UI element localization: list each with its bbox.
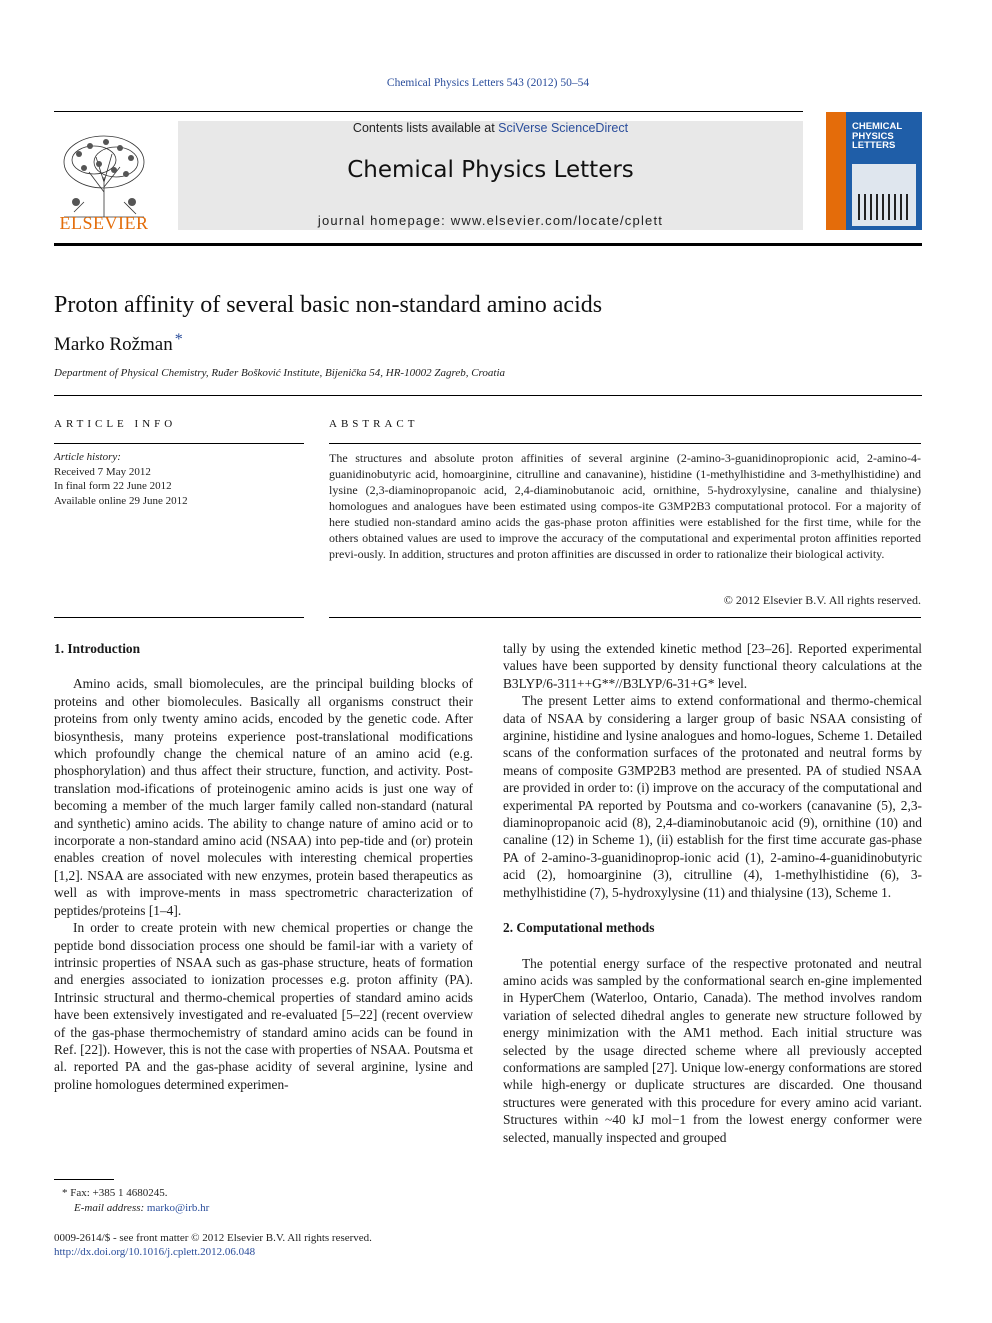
author-name: Marko Rožman [54, 334, 173, 355]
received-date: Received 7 May 2012 [54, 465, 151, 478]
article-info-rule [54, 443, 304, 444]
front-matter [54, 1231, 372, 1259]
intro-paragraph-2: In order to create protein with new chemical properties or change the peptide bond dissociation process one should be famil-iar with a variety of intrinsic properties of NSAA such as gas-phase structure, heats of formation and energies associated to ionization processes e.g. proton affinity (PA). Intrinsic structural and thermo-chemical properties of standard amino acids have been extensively investigated and re-evaluated [5–22] (recent overview of the gas-phase thermochemistry of standard amino acids can be found in Ref. [22]). However, this is not the case with properties of NSAA. Poutsma et al. reported PA and the gas-phase acidity of several arginine, lysine and proline homologues determined experimen- [54, 920, 473, 1092]
sciencedirect-link[interactable]: SciVerse ScienceDirect [498, 121, 629, 135]
header-top-rule [54, 111, 803, 112]
journal-cover-thumbnail [826, 112, 922, 230]
history-label: Article history: [54, 451, 121, 463]
cover-title: CHEMICAL PHYSICS LETTERS [852, 121, 903, 151]
intro-paragraph-continued: tally by using the extended kinetic method [23–26]. Reported experimental values have been supported by density functional theory calculations at the B3LYP/6-311++G**//B3LYP/6-31+G* level. [503, 641, 922, 691]
journal-citation[interactable]: Chemical Physics Letters 543 (2012) 50–54 [386, 77, 590, 89]
fax-line: * Fax: +385 1 4680245. [62, 1187, 168, 1199]
doi-link[interactable]: http://dx.doi.org/10.1016/j.cplett.2012.06.048 [54, 1246, 256, 1258]
article-history [54, 450, 188, 508]
affiliation: Department of Physical Chemistry, Ruđer Bošković Institute, Bijenička 54, HR-10002 Zagreb, Croatia [54, 367, 506, 379]
email-link[interactable]: marko@irb.hr [146, 1202, 210, 1214]
abstract-bottom-rule [329, 617, 921, 618]
online-date: Available online 29 June 2012 [54, 494, 188, 507]
section-introduction-heading: 1. Introduction [54, 641, 141, 656]
methods-paragraph-1: The potential energy surface of the respective protonated and neutral amino acids was sampled by the conformational search en-gine implemented in HyperChem (Waterloo, Ontario, Canada). The method involves random variation of selected dihedral angles to generate new structure followed by energy minimization with the AM1 method. Each initial structure was selected by the usage directed scheme where all previously accepted conformations are sampled [27]. Unique low-energy conformations are stored while high-energy or duplicate structures are discarded. One thousand structures were generated with this procedure for every amino acid variant. Structures within ~40 kJ mol−1 from the lowest energy conformer were selected, manually inspected and grouped [503, 955, 922, 1145]
right-column [503, 640, 922, 1146]
publisher-wordmark: ELSEVIER [59, 213, 149, 233]
author-line [54, 331, 183, 356]
title-rule [54, 395, 922, 396]
contents-line [178, 121, 803, 135]
intro-paragraph-3: The present Letter aims to extend conformational and thermo-chemical data of NSAA by considering a larger group of basic NSAA consisting of arginine, histidine and lysine analogues and homo-logues, Scheme 1. Detailed scans of the conformation surfaces of the protonated and neutral forms by means of composite G3MP2B3 method are presented. PA of studied NSAA are provided in order to: (i) improve on the accuracy of the computational and experimental PA reported by Poutsma and co-workers (canavanine (5), 2,3-diaminopropanoic acid (8), 2,4-diaminobutanoic acid (9), ornithine (10) and canaline (12) in Scheme 1), (ii) establish for the first time accurate gas-phase PA of 2-amino-3-guanidinoprop-ionic acid (1), 2-amino-4-guanidinobutyric acid (2), homoarginine (3), citrulline (4), 1-methylhistidine (6), 3-methylhistidine (7), 5-hydroxylysine (11) and thialysine (13), Scheme 1. [503, 693, 922, 900]
email-label: E-mail address: [74, 1202, 147, 1214]
journal-homepage[interactable]: journal homepage: www.elsevier.com/locate/cplett [317, 213, 664, 228]
header-bottom-rule [54, 243, 922, 246]
article-info-bottom-rule [54, 617, 304, 618]
left-column [54, 640, 473, 1093]
article-info-heading: ARTICLE INFO [54, 418, 177, 430]
intro-paragraph-1: Amino acids, small biomolecules, are the principal building blocks of proteins and other biomolecules. Basically all organisms construct their proteins from only twenty amino acids, encoded by the genetic code. After biosynthesis, many proteins experience post-translational modifications which profoundly change the chemical nature of an amino acid (e.g. phosphorylation) and thus affect their structure, function, and activity. Post-translation mod-ifications of proteinogenic amino acids is just one way of becoming a member of the much larger family called non-standard (natural and synthetic) amino acids. The ability to change nature of amino acid or to incorporate a non-standard amino acid (NSAA) into pep-tide and (or) protein enables creation of novel molecules with interesting chemical properties [1,2]. NSAA are associated with new enzymes, protein based therapeutics as well as with improve-ments in mass spectrometric characterization of peptides/proteins [1–4]. [54, 676, 473, 918]
abstract-copyright: © 2012 Elsevier B.V. All rights reserved. [723, 593, 921, 607]
section-methods-heading: 2. Computational methods [503, 920, 655, 936]
final-form-date: In final form 22 June 2012 [54, 480, 172, 492]
abstract-heading: ABSTRACT [329, 418, 419, 430]
cover-artwork [852, 164, 916, 226]
cover-strip [826, 112, 846, 230]
issn-line: 0009-2614/$ - see front matter © 2012 Elsevier B.V. All rights reserved. [54, 1232, 372, 1244]
footnote-rule [54, 1179, 114, 1180]
journal-title: Chemical Physics Letters [347, 157, 634, 183]
abstract-rule [329, 443, 921, 444]
contents-prefix: Contents lists available at [352, 121, 499, 135]
author-footnote [54, 1186, 209, 1216]
article-title: Proton affinity of several basic non-standard amino acids [54, 292, 603, 318]
author-footnote-mark[interactable]: * [174, 331, 183, 348]
abstract-text: The structures and absolute proton affinities of several arginine (2-amino-3-guanidinopropionic acid, 2-amino-4-guanidinobutyric acid, homoarginine, citrulline and canavanine), histidine (1-methylhistidine and 3-methylhistidine) and lysine (2,3-diaminopropanoic acid, 2,4-diaminobutanoic acid, ornithine, 5-hydroxylysine, canaline and thialysine) homologues and analogues have been estimated using compos-ite G3MP2B3 computational protocol. For a majority of here studied non-standard amino acids the gas-phase proton affinities were established for the first time, while for the others obtained values are used to improve the accuracy of the computational and experimental proton affinities reported previ-ously. In addition, structures and proton affinities are discussed in order to rationalize their biological activity. [329, 451, 921, 561]
email-line [54, 1201, 209, 1216]
journal-banner [178, 121, 803, 230]
